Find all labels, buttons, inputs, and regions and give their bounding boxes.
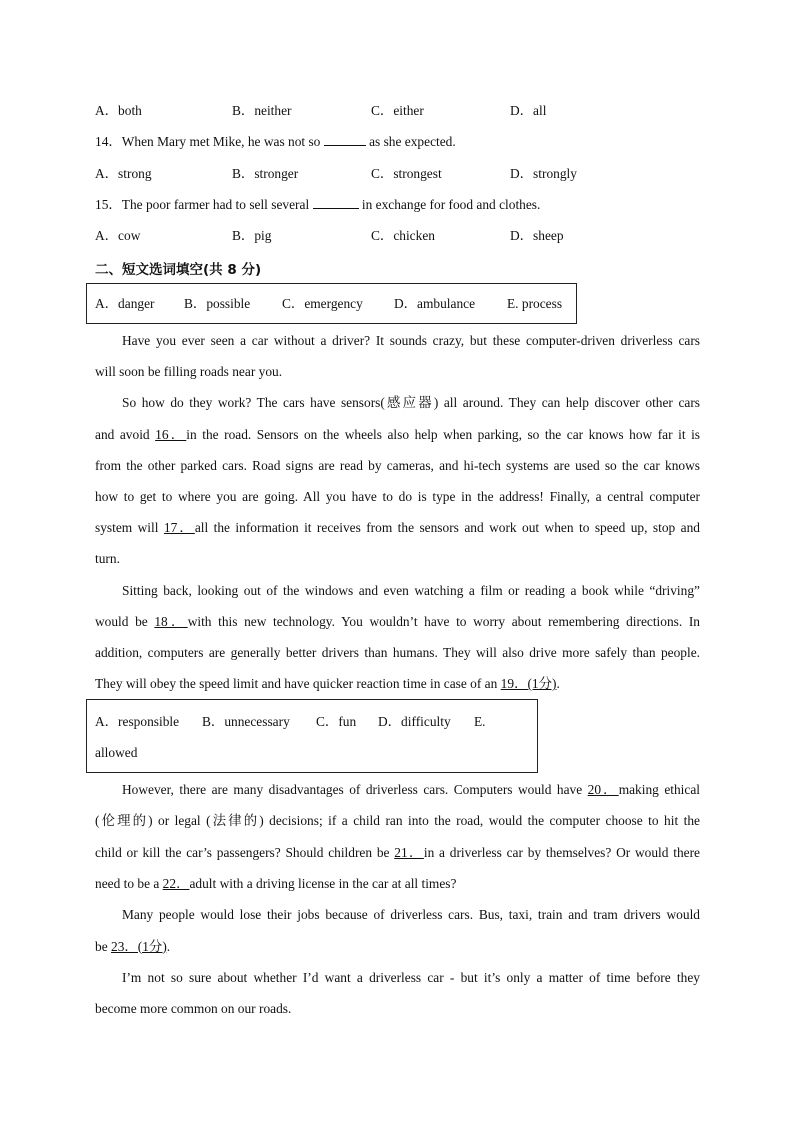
q15-option-a: A．cow [95,228,141,243]
word-box-2-item-e-word: allowed [95,745,138,760]
passage-text: all the information it receives from the sensors and work out when to speed up, stop and [194,520,700,536]
q14-answer-blank [324,134,366,146]
word-box-1-item-a: A．danger [95,296,155,311]
passage-line: turn. [95,551,120,567]
answer-blank-number: 19．(1分) [500,676,557,692]
passage-line: addition, computers are generally better drivers than humans. They will also drive more safely than people. [95,645,700,660]
q13-option-d: D．all [510,103,547,118]
passage-line: Many people would lose their jobs because of driverless cars. Bus, taxi, train and tram drivers would [122,907,700,923]
passage-line [95,939,700,955]
q13-option-c: C．either [371,103,424,118]
passage-line [95,427,700,443]
answer-blank-number: 16． [155,426,187,442]
passage-line: Have you ever seen a car without a driver? It sounds crazy, but these computer-driven driverless cars [122,333,700,348]
passage-text: with this new technology. You wouldn’t have to worry about remembering directions. In [187,613,701,629]
passage-line: (伦理的) or legal (法律的) decisions; if a child ran into the road, would the computer choose to hit the [95,813,700,829]
word-box-2-item-c: C．fun [316,714,357,729]
passage-line [95,614,700,630]
answer-blank-number: 20． [587,782,619,797]
answer-blank-number: 22． [162,875,190,891]
q14-stem-before-blank: 14．When Mary met Mike, he was not so [95,134,321,149]
passage-line: become more common on our roads. [95,1001,292,1017]
passage-text: be [95,938,111,954]
q15-stem-after-blank: in exchange for food and clothes. [361,197,541,212]
question-15-stem [95,197,540,213]
word-box-1-item-d: D．ambulance [394,296,476,311]
q14-option-b: B．stronger [232,166,299,181]
section-2-title: 二、短文选词填空(共 8 分) [95,262,262,278]
passage-line [95,876,700,892]
word-box-2-item-e: E. [474,714,486,729]
word-box-2-item-d: D．difficulty [378,714,451,729]
word-box-2 [86,699,538,773]
q15-option-c: C．chicken [371,228,435,243]
word-box-2-item-b: B．unnecessary [202,714,290,729]
word-box-1-item-b: B．possible [184,296,251,311]
passage-text: . [166,938,171,954]
q14-option-d: D．strongly [510,166,577,181]
passage-text: adult with a driving license in the car at all times? [189,875,457,891]
answer-blank-number: 17． [163,520,195,536]
passage-line [95,845,700,861]
passage-text: would be [95,613,155,629]
passage-line: will soon be filling roads near you. [95,364,283,380]
passage-text: in the road. Sensors on the wheels also help when parking, so the car knows how far it is [186,426,701,442]
answer-blank-number: 23．(1分) [111,938,167,954]
passage-text: . [556,676,560,692]
q13-option-b: B．neither [232,103,292,118]
passage-text: They will obey the speed limit and have quicker reaction time in case of an [95,676,501,692]
q15-option-b: B．pig [232,228,272,243]
word-box-1 [86,283,577,324]
passage-text: in a driverless car by themselves? Or would there [423,844,700,860]
q14-option-c: C．strongest [371,166,442,181]
passage-text: need to be a [95,875,163,891]
q15-answer-blank [313,197,359,209]
answer-blank-number: 18． [154,613,188,629]
q15-option-d: D．sheep [510,228,564,243]
passage-line: I’m not so sure about whether I’d want a driverless car - but it’s only a matter of time before they [122,969,700,985]
q13-option-a: A．both [95,103,142,118]
passage-text: system will [95,520,164,536]
passage-text: and avoid [95,426,156,442]
passage-text: child or kill the car’s passengers? Should children be [95,844,395,860]
passage-line [95,676,700,692]
word-box-1-item-c: C．emergency [282,296,363,311]
passage-line: So how do they work? The cars have sensors(感应器) all around. They can help discover other cars [122,395,700,411]
answer-blank-number: 21． [394,844,424,860]
word-box-2-item-a: A．responsible [95,714,180,729]
word-box-1-item-e: E. process [507,296,563,311]
q15-stem-before-blank: 15．The poor farmer had to sell several [95,197,310,212]
question-14-stem [95,134,456,150]
passage-line: from the other parked cars. Road signs are read by cameras, and hi-tech systems are used so the car knows [95,457,700,473]
passage-line [95,520,700,536]
passage-line: how to get to where you are going. All you have to do is type in the address! Finally, a central computer [95,489,700,504]
passage-line [122,782,700,798]
q14-option-a: A．strong [95,166,152,181]
passage-text: However, there are many disadvantages of driverless cars. Computers would have [122,782,588,797]
q14-stem-after-blank: as she expected. [369,134,456,149]
passage-line: Sitting back, looking out of the windows and even watching a film or reading a book while “driving” [122,582,700,598]
passage-text: making ethical [618,782,701,797]
